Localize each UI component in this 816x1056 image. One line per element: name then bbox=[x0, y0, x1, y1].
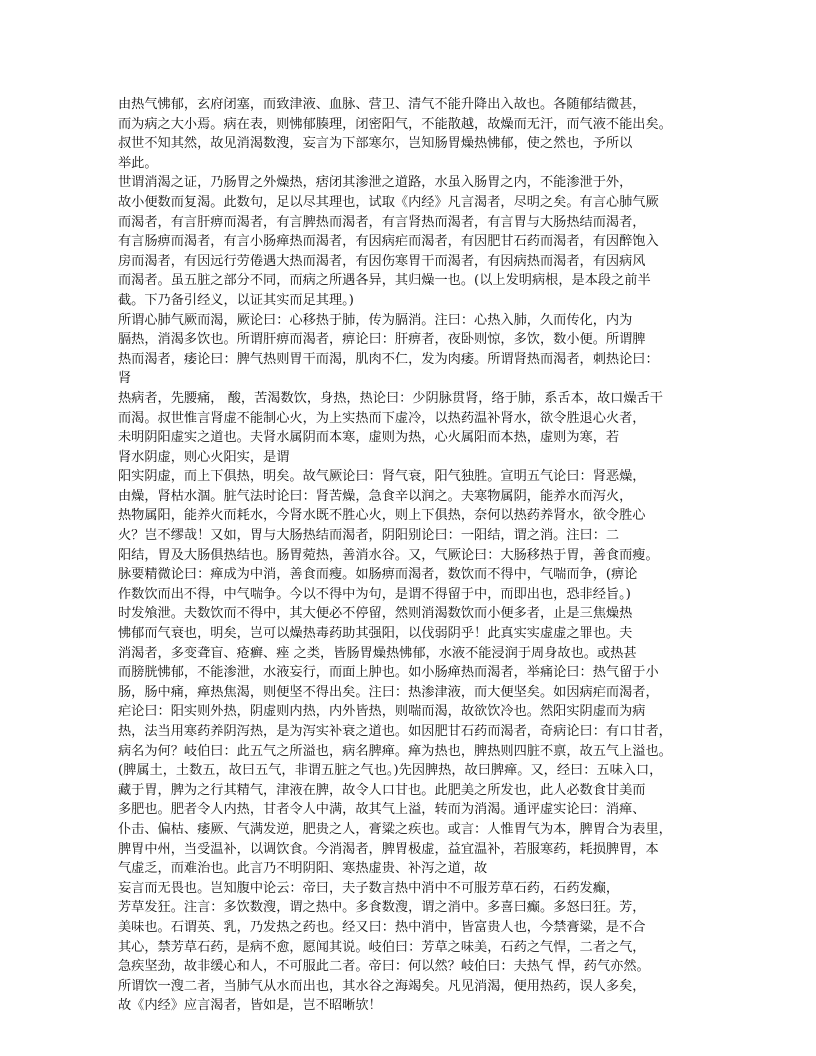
text-line: 举此。 bbox=[118, 155, 158, 171]
text-line: 而膀胱怫郁，不能渗泄，水液妄行，而面上肿也。如小肠瘅热而渴者，举痛论曰：热气留于小 bbox=[118, 665, 659, 681]
text-line: 多肥也。肥者令人内热，甘者令人中满，故其气上溢，转而为消渴。通评虚实论曰：消瘅、 bbox=[118, 802, 646, 818]
text-line: 截。下乃备引经义，以证其实而足其理。) bbox=[118, 292, 354, 308]
text-line: 所谓饮一溲二者，当肺气从水而出也，其水谷之海竭矣。凡见消渴，便用热药，误人多矣， bbox=[118, 978, 646, 994]
text-line: 消渴者，多变聋盲、疮癣、痤 之类，皆肠胃燥热怫郁，水液不能浸润于周身故也。或热甚 bbox=[118, 645, 637, 661]
text-line: 热而渴者，痿论曰：脾气热则胃干而渴，肌肉不仁，发为肉痿。所谓肾热而渴者，刺热论曰： bbox=[118, 351, 659, 367]
text-line: 脉要精微论曰：瘅成为中消，善食而瘦。如肠痹而渴者，数饮而不得中，气喘而争，(痹论 bbox=[118, 567, 638, 583]
text-line: 所谓心肺气厥而渴，厥论曰：心移热于肺，传为膈消。注曰：心热入肺，久而传化，内为 bbox=[118, 312, 633, 328]
text-line: 有言肠痹而渴者，有言小肠瘅热而渴者，有因病疟而渴者，有因肥甘石药而渴者，有因醉饱入 bbox=[118, 234, 659, 250]
text-line: 而渴。叔世惟言肾虚不能制心火，为上实热而下虚冷，以热药温补肾水，欲令胜退心火者， bbox=[118, 410, 646, 426]
text-line: 未明阴阳虚实之道也。夫肾水属阴而本寒，虚则为热，心火属阳而本热，虚则为寒，若 bbox=[118, 430, 620, 446]
text-line: 世谓消渴之证，乃肠胃之外燥热，痞闭其渗泄之道路，水虽入肠胃之内，不能渗泄于外， bbox=[118, 175, 633, 191]
text-line: 美味也。石谓英、乳，乃发热之药也。经又曰：热中消中，皆富贵人也，今禁膏粱，是不合 bbox=[118, 919, 646, 935]
text-line: 故小便数而复渴。此数句，足以尽其理也，试取《内经》凡言渴者，尽明之矣。有言心肺气厥 bbox=[118, 194, 659, 210]
text-line: 仆击、偏枯、痿厥、气满发逆，肥贵之人，膏粱之疾也。或言：人惟胃气为本，脾胃合为表里， bbox=[118, 821, 672, 837]
text-line: 急疾坚劲，故非缓心和人，不可服此二者。帝曰：何以然？岐伯曰：夫热气 悍，药气亦然。 bbox=[118, 959, 650, 975]
text-line: 时发飧泄。夫数饮而不得中，其大便必不停留，然则消渴数饮而小便多者，止是三焦燥热 bbox=[118, 606, 633, 622]
text-line: 其心，禁芳草石药，是病不愈，愿闻其说。岐伯曰：芳草之味美，石药之气悍，二者之气， bbox=[118, 939, 646, 955]
text-line: 妄言而无畏也。岂知腹中论云：帝曰，夫子数言热中消中不可服芳草石药，石药发癫， bbox=[118, 880, 620, 896]
text-line: 肾水阴虚，则心火阳实，是谓 bbox=[118, 449, 290, 465]
text-line: 膈热，消渴多饮也。所谓肝痹而渴者，痹论曰：肝痹者，夜卧则惊，多饮，数小便。所谓脾 bbox=[118, 332, 646, 348]
text-line: 肾 bbox=[118, 371, 132, 387]
text-line: 气虚乏，而难治也。此言乃不明阴阳、寒热虚贵、补泻之道，故 bbox=[118, 861, 488, 877]
text-line: 阳实阴虚，而上下俱热，明矣。故气厥论曰：肾气衰，阳气独胜。宣明五气论曰：肾恶燥， bbox=[118, 469, 646, 485]
text-line: 肠，肠中痛，瘅热焦渴，则便坚不得出矣。注曰：热渗津液，而大便坚矣。如因病疟而渴者， bbox=[118, 684, 659, 700]
text-line: 房而渴者，有因远行劳倦遇大热而渴者，有因伤寒胃干而渴者，有因病热而渴者，有因病风 bbox=[118, 253, 646, 269]
text-line: 故《内经》应言渴者，皆如是，岂不昭晰欤！ bbox=[118, 998, 382, 1014]
text-line: 而为病之大小焉。病在表，则怫郁腠理，闭密阳气，不能散越，故燥而无汗，而气液不能出矣。 bbox=[118, 116, 672, 132]
text-line: 藏于胃，脾为之行其精气，津液在脾，故令人口甘也。此肥美之所发也，此人必数食甘美而 bbox=[118, 782, 646, 798]
document-body bbox=[118, 95, 698, 1016]
text-line: 由燥，肾枯水涸。脏气法时论曰：肾苦燥，急食辛以润之。夫寒物属阴，能养水而泻火， bbox=[118, 488, 633, 504]
text-line: 热物属阳，能养火而耗水，今肾水既不胜心火，则上下俱热，奈何以热药养肾水，欲令胜心 bbox=[118, 508, 646, 524]
text-line: 作数饮而出不得，中气喘争。今以不得中为句，是谓不得留于中，而即出也，恐非经旨。) bbox=[118, 586, 631, 602]
text-line: 热，法当用寒药养阴泻热，是为泻实补衰之道也。如因肥甘石药而渴者，奇病论曰：有口甘者， bbox=[118, 724, 672, 739]
text-line: 叔世不知其然，故见消渴数溲，妄言为下部寒尔，岂知肠胃燥热怫郁，使之然也，予所以 bbox=[118, 136, 633, 152]
text-line: 而渴者。虽五脏之部分不同，而病之所遇各异，其归燥一也。(以上发明病根，是本段之前半 bbox=[118, 273, 651, 289]
text-line: 由热气怫郁，玄府闭塞，而致津液、血脉、营卫、清气不能升降出入故也。各随郁结微甚， bbox=[118, 97, 646, 112]
text-line: 火？岂不缪哉！又如，胃与大肠热结而渴者，阴阳别论曰：一阳结，谓之消。注曰：二 bbox=[118, 528, 620, 544]
text-line: 脾胃中州，当受温补，以调饮食。今消渴者，脾胃极虚，益宜温补，若服寒药，耗损脾胃，本 bbox=[118, 841, 659, 857]
text-line: 热病者，先腰痛， 酸，苦渴数饮，身热，热论曰：少阴脉贯肾，络于肺，系舌本，故口燥舌干 bbox=[118, 390, 663, 406]
text-line: 阳结，胃及大肠俱热结也。肠胃菀热，善消水谷。又，气厥论曰：大肠移热于胃，善食而瘦。 bbox=[118, 547, 659, 563]
text-line: 而渴者，有言肝痹而渴者，有言脾热而渴者，有言肾热而渴者，有言胃与大肠热结而渴者， bbox=[118, 214, 646, 230]
text-line: (脾属土，土数五，故曰五气，非谓五脏之气也。)先因脾热，故曰脾瘅。又，经曰：五味入口， bbox=[118, 763, 663, 779]
text-line: 病名为何？岐伯曰：此五气之所溢也，病名脾瘅。瘅为热也，脾热则四脏不禀，故五气上溢也。 bbox=[118, 743, 672, 759]
text-line: 怫郁而气衰也，明矣，岂可以燥热毒药助其强阳，以伐弱阴乎！此真实实虚虚之罪也。夫 bbox=[118, 626, 633, 642]
text-line: 疟论曰：阳实则外热，阴虚则内热，内外皆热，则喘而渴，故欲饮冷也。然阳实阴虚而为病 bbox=[118, 704, 646, 720]
text-line: 芳草发狂。注言：多饮数溲，谓之热中。多食数溲，谓之消中。多喜曰癫。多怒曰狂。芳， bbox=[118, 900, 646, 916]
